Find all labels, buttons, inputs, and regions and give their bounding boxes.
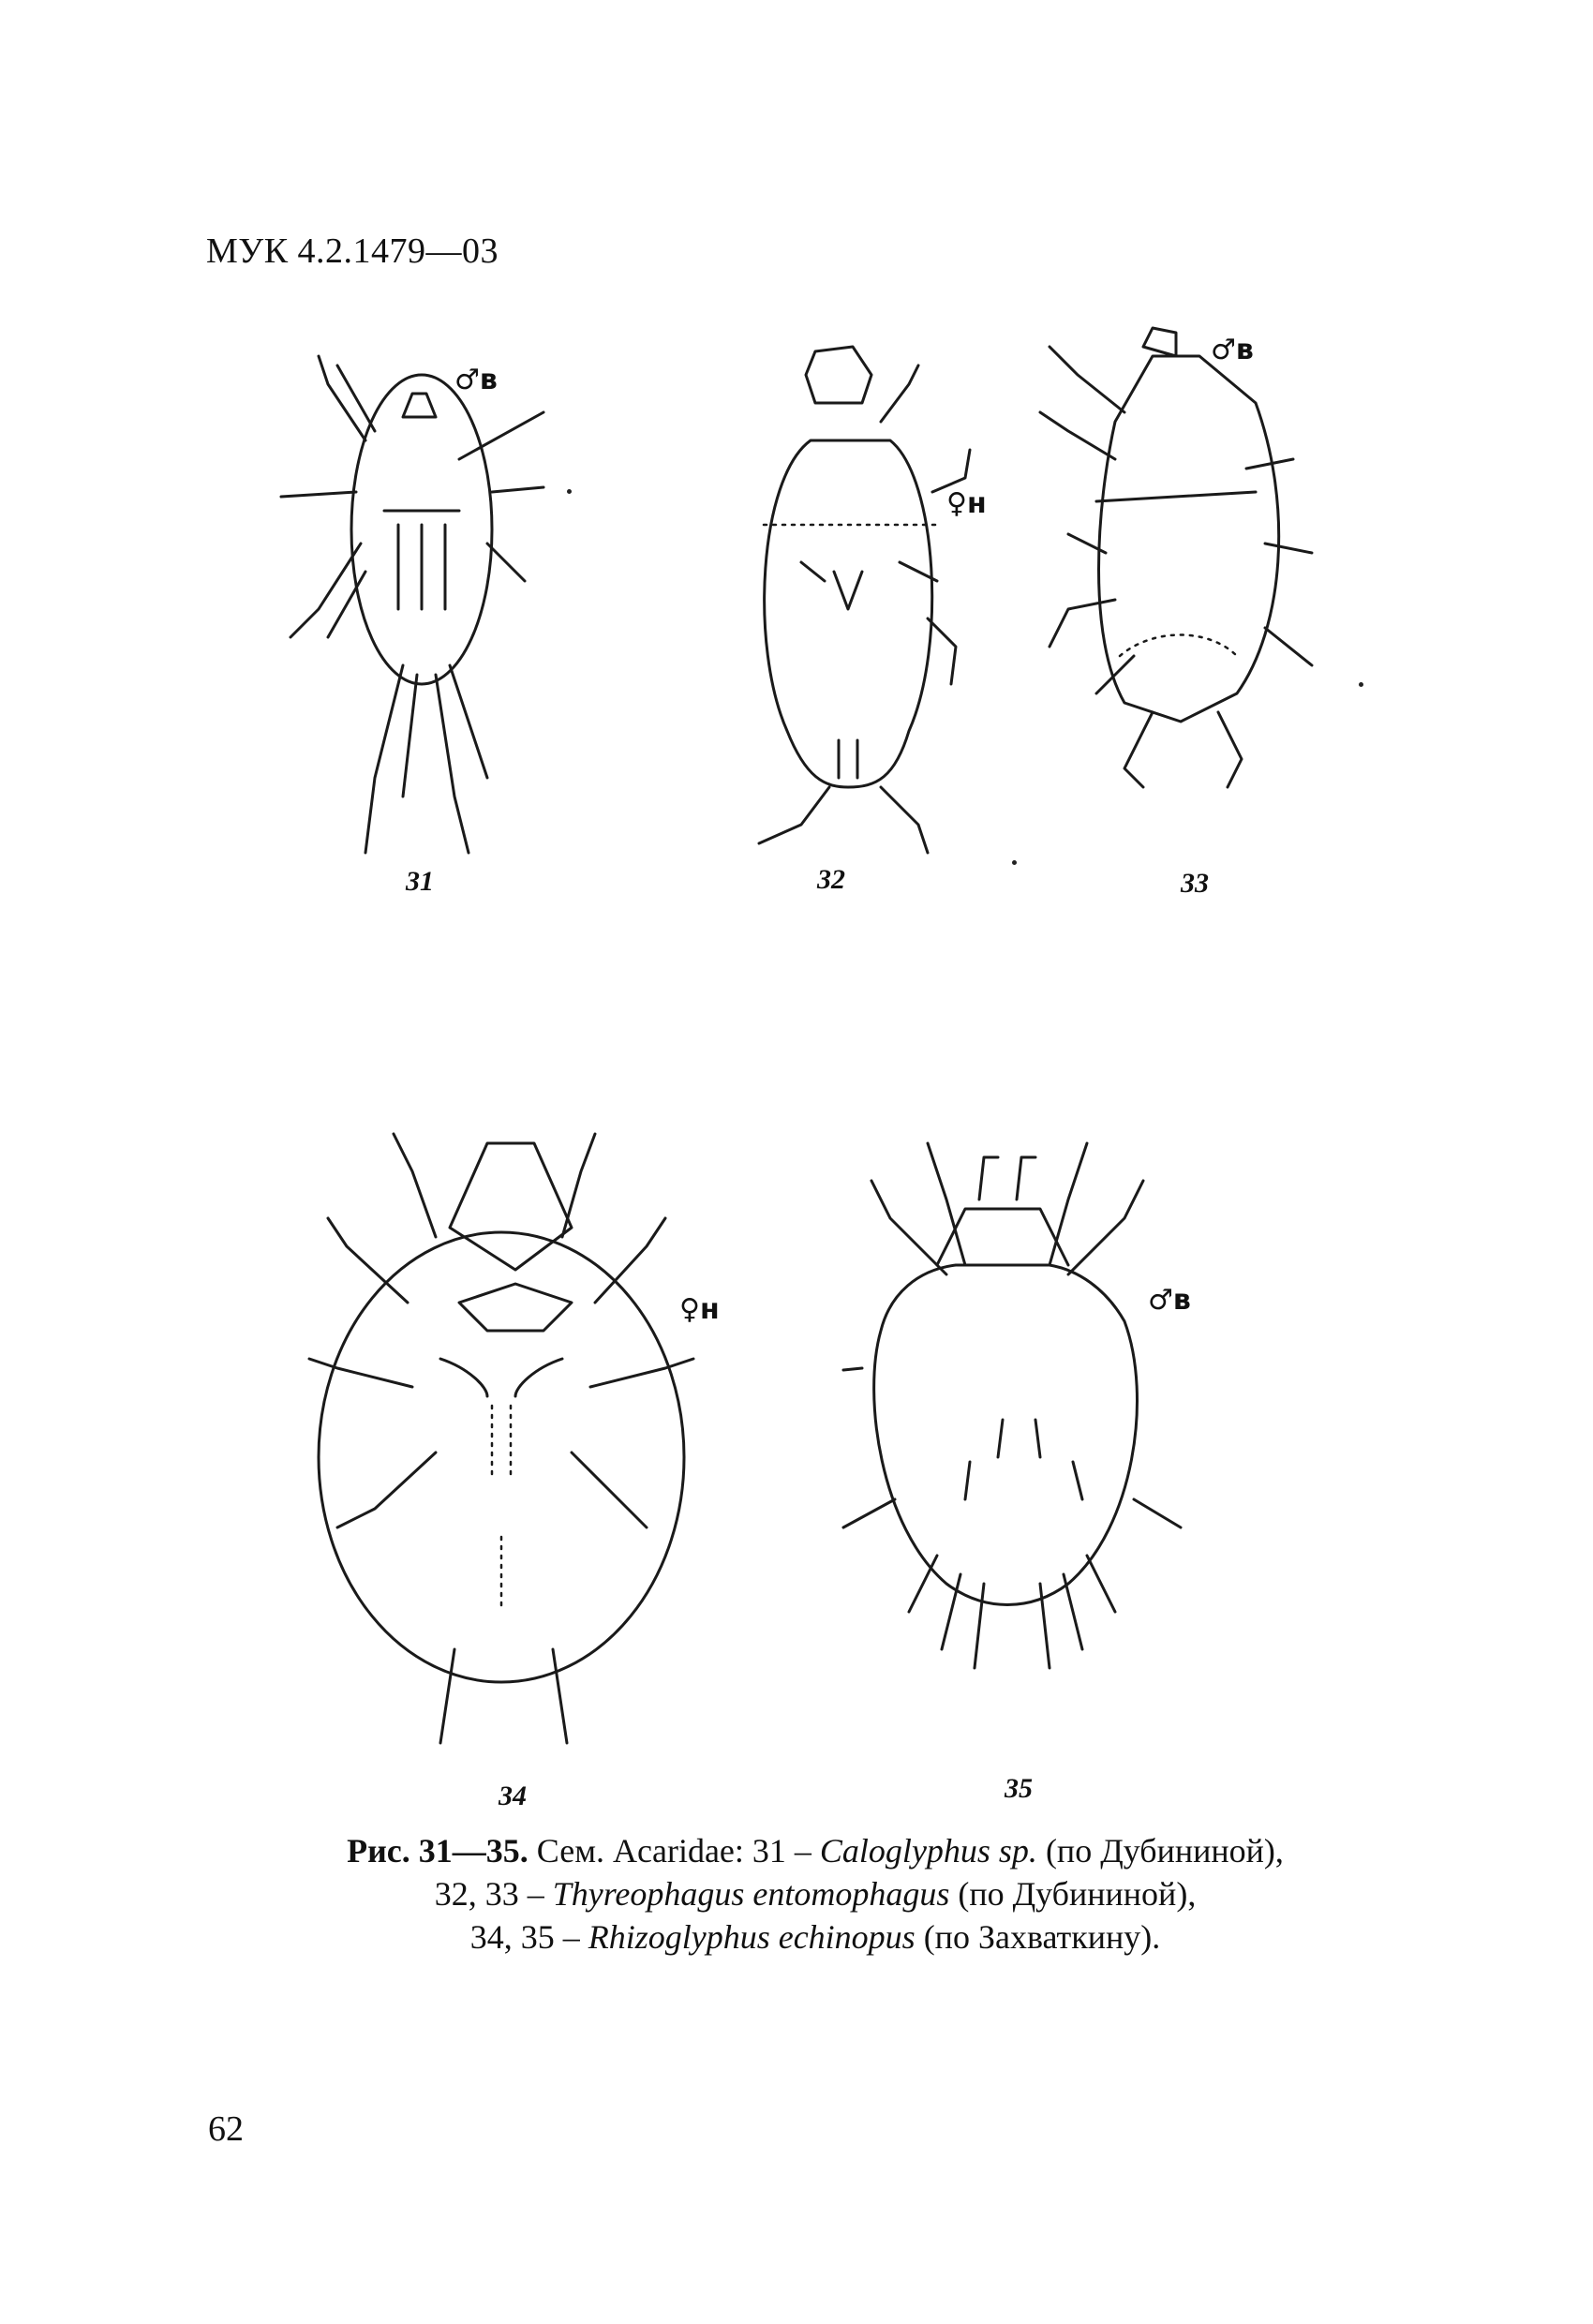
figure-31-sex-label: ♂в: [454, 364, 498, 396]
figure-34-number: 34: [499, 1780, 527, 1811]
caption-species-3: Rhizoglyphus echinopus: [588, 1918, 916, 1956]
figure-34-sex-label: ♀н: [679, 1293, 720, 1326]
caption-family: Сем. Acaridae: 31 –: [528, 1832, 820, 1870]
caption-species-2: Thyreophagus entomophagus: [552, 1875, 950, 1913]
caption-source-2: (по Дубининой),: [949, 1875, 1197, 1913]
page-number: 62: [208, 2109, 244, 2149]
figure-32-illustration: [722, 337, 1031, 862]
figure-32-number: 32: [817, 864, 845, 895]
figure-34-illustration: [272, 1087, 722, 1762]
figure-31-number: 31: [406, 866, 434, 897]
caption-line-1: [281, 1829, 1349, 1872]
caption-line-2: [281, 1872, 1349, 1915]
figure-35-illustration: [806, 1087, 1237, 1734]
document-header: МУК 4.2.1479—03: [206, 231, 499, 271]
scan-speck: [567, 489, 572, 494]
figure-33-illustration: [1012, 319, 1349, 806]
figure-caption: [281, 1829, 1349, 1959]
caption-source-3: (по Захваткину).: [915, 1918, 1161, 1956]
caption-species-1: Caloglyphus sp.: [819, 1832, 1037, 1870]
caption-prefix-2: 32, 33 –: [434, 1875, 553, 1913]
caption-prefix-3: 34, 35 –: [469, 1918, 588, 1956]
figure-35-number: 35: [1005, 1773, 1033, 1804]
caption-source-1: (по Дубининой),: [1036, 1832, 1284, 1870]
figure-31-illustration: [262, 328, 562, 890]
figure-33-sex-label: ♂в: [1211, 334, 1254, 366]
caption-label: Рис. 31—35.: [347, 1832, 529, 1870]
scan-speck: [1012, 860, 1017, 865]
figure-35-sex-label: ♂в: [1148, 1284, 1191, 1317]
caption-line-3: [281, 1915, 1349, 1959]
figure-32-sex-label: ♀н: [946, 487, 987, 520]
scan-speck: [1359, 682, 1363, 687]
figure-33-number: 33: [1181, 868, 1209, 899]
